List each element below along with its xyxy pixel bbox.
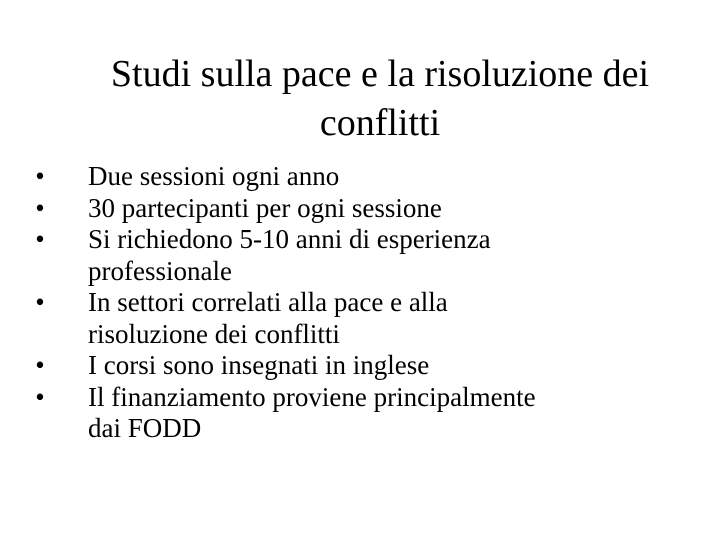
- bullet-text-continuation: professionale: [88, 255, 232, 286]
- bullet-dot-icon: •: [35, 381, 45, 412]
- bullet-text: Il finanziamento proviene principalmente: [88, 381, 536, 412]
- slide-title-line: conflitti: [319, 102, 441, 144]
- bullet-text: 30 partecipanti per ogni sessione: [88, 192, 442, 223]
- bullet-dot-icon: •: [35, 224, 45, 254]
- bullet-dot-icon: •: [35, 287, 45, 317]
- bullet-item: [30, 287, 710, 350]
- bullet-text: In settori correlati alla pace e alla: [88, 287, 448, 317]
- bullet-item: [30, 224, 710, 287]
- bullet-item: [30, 193, 710, 225]
- slide-title: [60, 50, 700, 148]
- slide-title-line: Studi sulla pace e la risoluzione dei: [110, 53, 650, 95]
- bullet-list: [30, 161, 710, 445]
- bullet-text: I corsi sono insegnati in inglese: [88, 350, 430, 380]
- bullet-text-continuation: dai FODD: [88, 413, 202, 443]
- bullet-item: [30, 161, 710, 193]
- bullet-text: Si richiedono 5-10 anni di esperienza: [88, 224, 491, 254]
- bullet-text-continuation: risoluzione dei conflitti: [88, 318, 340, 349]
- bullet-dot-icon: •: [35, 350, 45, 380]
- bullet-dot-icon: •: [35, 192, 45, 223]
- bullet-dot-icon: •: [35, 161, 45, 191]
- bullet-item: [30, 382, 710, 445]
- bullet-text: Due sessioni ogni anno: [88, 161, 340, 191]
- bullet-item: [30, 350, 710, 382]
